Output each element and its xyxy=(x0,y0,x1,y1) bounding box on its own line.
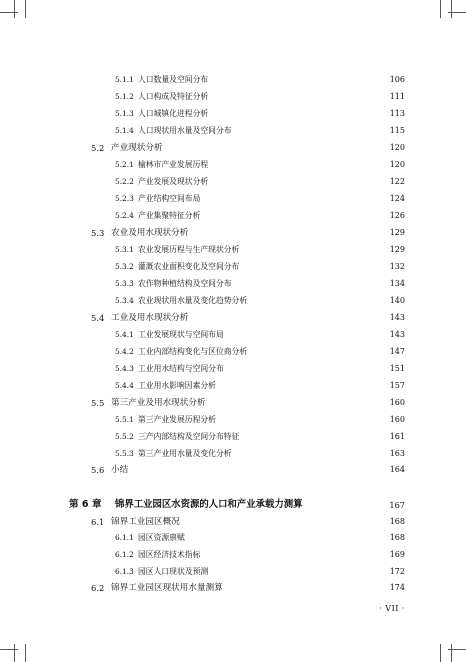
toc-section-number: 5.3 xyxy=(91,228,105,238)
toc-section-page: 168 xyxy=(389,517,405,526)
toc-entry-number: 6.1.2 xyxy=(115,550,134,559)
toc-entry-number: 5.2.1 xyxy=(115,160,134,169)
toc-entry-page: 124 xyxy=(389,194,405,203)
toc-entry[interactable] xyxy=(0,531,466,545)
toc-entry[interactable] xyxy=(0,90,466,104)
toc-entry-title: 人口城镇化进程分析 xyxy=(138,109,209,118)
toc-section-number: 6.2 xyxy=(91,583,105,593)
toc-entry-title: 园区资源禀赋 xyxy=(138,533,185,542)
toc-entry-page: 161 xyxy=(389,432,405,441)
toc-section-number: 5.6 xyxy=(91,465,105,475)
toc-entry[interactable] xyxy=(0,124,466,138)
toc-entry[interactable] xyxy=(0,107,466,121)
toc-entry-number: 5.2.2 xyxy=(115,177,134,186)
toc-entry[interactable] xyxy=(0,243,466,257)
toc-entry[interactable] xyxy=(0,413,466,427)
toc-entry-page: 169 xyxy=(389,550,405,559)
page-folio: · VII · xyxy=(379,604,405,613)
toc-entry-title: 人口数量及空间分布 xyxy=(138,75,209,84)
toc-entry-number: 5.3.4 xyxy=(115,296,134,305)
toc-entry-page: 120 xyxy=(389,160,405,169)
toc-chapter-page: 167 xyxy=(389,500,405,510)
toc-entry-title: 园区经济技术指标 xyxy=(138,550,201,559)
toc-entry[interactable] xyxy=(0,548,466,562)
toc-section-number: 5.4 xyxy=(91,313,105,323)
toc-section[interactable] xyxy=(0,141,466,155)
toc-section-title: 小结 xyxy=(111,465,129,475)
toc-section[interactable] xyxy=(0,226,466,240)
toc-entry[interactable] xyxy=(0,565,466,579)
toc-section-title: 工业及用水现状分析 xyxy=(111,313,189,323)
toc-entry-page: 143 xyxy=(389,330,405,339)
toc-section-title: 产业现状分析 xyxy=(111,143,163,153)
toc-entry[interactable] xyxy=(0,379,466,393)
toc-entry-number: 5.3.3 xyxy=(115,279,134,288)
toc-section-page: 164 xyxy=(389,465,405,474)
toc-entry-number: 5.4.3 xyxy=(115,364,134,373)
toc-entry-number: 5.5.2 xyxy=(115,432,134,441)
toc-entry-number: 5.1.1 xyxy=(115,75,134,84)
toc-entry-page: 122 xyxy=(389,177,405,186)
toc-chapter-title: 锦界工业园区水资源的人口和产业承载力测算 xyxy=(115,499,303,510)
toc-entry-number: 5.1.4 xyxy=(115,126,134,135)
toc-section[interactable] xyxy=(0,311,466,325)
toc-entry-title: 农业发展历程与生产现状分析 xyxy=(138,245,240,254)
toc-entry-page: 157 xyxy=(389,381,405,390)
toc-entry-number: 5.1.2 xyxy=(115,92,134,101)
toc-entry-number: 5.4.4 xyxy=(115,381,134,390)
toc-entry-number: 5.3.2 xyxy=(115,262,134,271)
toc-entry[interactable] xyxy=(0,158,466,172)
toc-entry-page: 172 xyxy=(389,567,405,576)
toc-entry-page: 113 xyxy=(389,109,405,118)
toc-entry-title: 工业用水影响因素分析 xyxy=(138,381,216,390)
toc-section-title: 第三产业及用水现状分析 xyxy=(111,398,206,408)
toc-entry-title: 工业内部结构变化与区位商分析 xyxy=(138,347,248,356)
toc-entry[interactable] xyxy=(0,362,466,376)
toc-entry-number: 5.5.3 xyxy=(115,449,134,458)
toc-entry-title: 工业用水结构与空间分布 xyxy=(138,364,224,373)
toc-entry[interactable] xyxy=(0,447,466,461)
toc-entry-title: 农作物种植结构及空间分布 xyxy=(138,279,232,288)
toc-chapter-number: 第 6 章 xyxy=(69,499,102,510)
toc-entry-number: 5.2.4 xyxy=(115,211,134,220)
toc-entry-title: 人口构成及特征分析 xyxy=(138,92,209,101)
toc-section-page: 174 xyxy=(389,583,405,592)
toc-section-title: 锦界工业园区现状用水量测算 xyxy=(111,583,223,593)
toc-entry[interactable] xyxy=(0,73,466,87)
toc-entry-page: 126 xyxy=(389,211,405,220)
toc-entry[interactable] xyxy=(0,328,466,342)
toc-section-page: 143 xyxy=(389,313,405,322)
toc-entry-title: 第三产业用水量及变化分析 xyxy=(138,449,232,458)
toc-section-number: 5.5 xyxy=(91,398,105,408)
toc-entry-page: 151 xyxy=(389,364,405,373)
toc-entry-title: 农业现状用水量及变化趋势分析 xyxy=(138,296,248,305)
toc-entry-title: 园区人口现状及预测 xyxy=(138,567,209,576)
toc-section-title: 锦界工业园区概况 xyxy=(111,517,180,527)
toc-section[interactable] xyxy=(0,581,466,595)
toc-entry-page: 163 xyxy=(389,449,405,458)
toc-entry-number: 5.1.3 xyxy=(115,109,134,118)
toc-section[interactable] xyxy=(0,515,466,529)
toc-entry-page: 111 xyxy=(389,92,405,101)
toc-section-number: 6.1 xyxy=(91,517,105,527)
toc-entry[interactable] xyxy=(0,192,466,206)
toc-entry-number: 6.1.3 xyxy=(115,567,134,576)
toc-entry[interactable] xyxy=(0,294,466,308)
toc-entry-title: 灌溉农业面积变化及空间分布 xyxy=(138,262,240,271)
toc-entry[interactable] xyxy=(0,345,466,359)
toc-entry-title: 产业结构空间布局 xyxy=(138,194,201,203)
toc-section-page: 120 xyxy=(389,143,405,152)
toc-entry-title: 榆林市产业发展历程 xyxy=(138,160,209,169)
toc-entry[interactable] xyxy=(0,430,466,444)
toc-entry-page: 115 xyxy=(389,126,405,135)
toc-section[interactable] xyxy=(0,463,466,477)
toc-entry-page: 134 xyxy=(389,279,405,288)
toc-section-page: 160 xyxy=(389,398,405,407)
toc-entry-number: 5.4.1 xyxy=(115,330,134,339)
toc-entry-title: 第三产业发展历程分析 xyxy=(138,415,216,424)
toc-entry-title: 产业集聚特征分析 xyxy=(138,211,201,220)
toc-entry[interactable] xyxy=(0,260,466,274)
toc-entry[interactable] xyxy=(0,209,466,223)
toc-entry-page: 129 xyxy=(389,245,405,254)
toc-entry-number: 5.5.1 xyxy=(115,415,134,424)
toc-entry-title: 工业发展现状与空间布局 xyxy=(138,330,224,339)
toc-entry-page: 106 xyxy=(389,75,405,84)
toc-entry-title: 产业发展及现状分析 xyxy=(138,177,209,186)
toc-entry-page: 147 xyxy=(389,347,405,356)
toc-entry[interactable] xyxy=(0,175,466,189)
toc-entry-number: 5.2.3 xyxy=(115,194,134,203)
toc-section-page: 129 xyxy=(389,228,405,237)
toc-entry-page: 132 xyxy=(389,262,405,271)
toc-entry-number: 5.3.1 xyxy=(115,245,134,254)
toc-entry-title: 人口现状用水量及空间分布 xyxy=(138,126,232,135)
toc-entry-page: 160 xyxy=(389,415,405,424)
toc-entry-number: 5.4.2 xyxy=(115,347,134,356)
toc-section-number: 5.2 xyxy=(91,143,105,153)
toc-entry[interactable] xyxy=(0,277,466,291)
toc-entry-page: 168 xyxy=(389,533,405,542)
toc-chapter[interactable] xyxy=(0,498,466,512)
toc-entry-page: 140 xyxy=(389,296,405,305)
toc-entry-number: 6.1.1 xyxy=(115,533,134,542)
toc-entry-title: 三产内部结构及空间分布特征 xyxy=(138,432,240,441)
toc-section[interactable] xyxy=(0,396,466,410)
toc-section-title: 农业及用水现状分析 xyxy=(111,228,189,238)
